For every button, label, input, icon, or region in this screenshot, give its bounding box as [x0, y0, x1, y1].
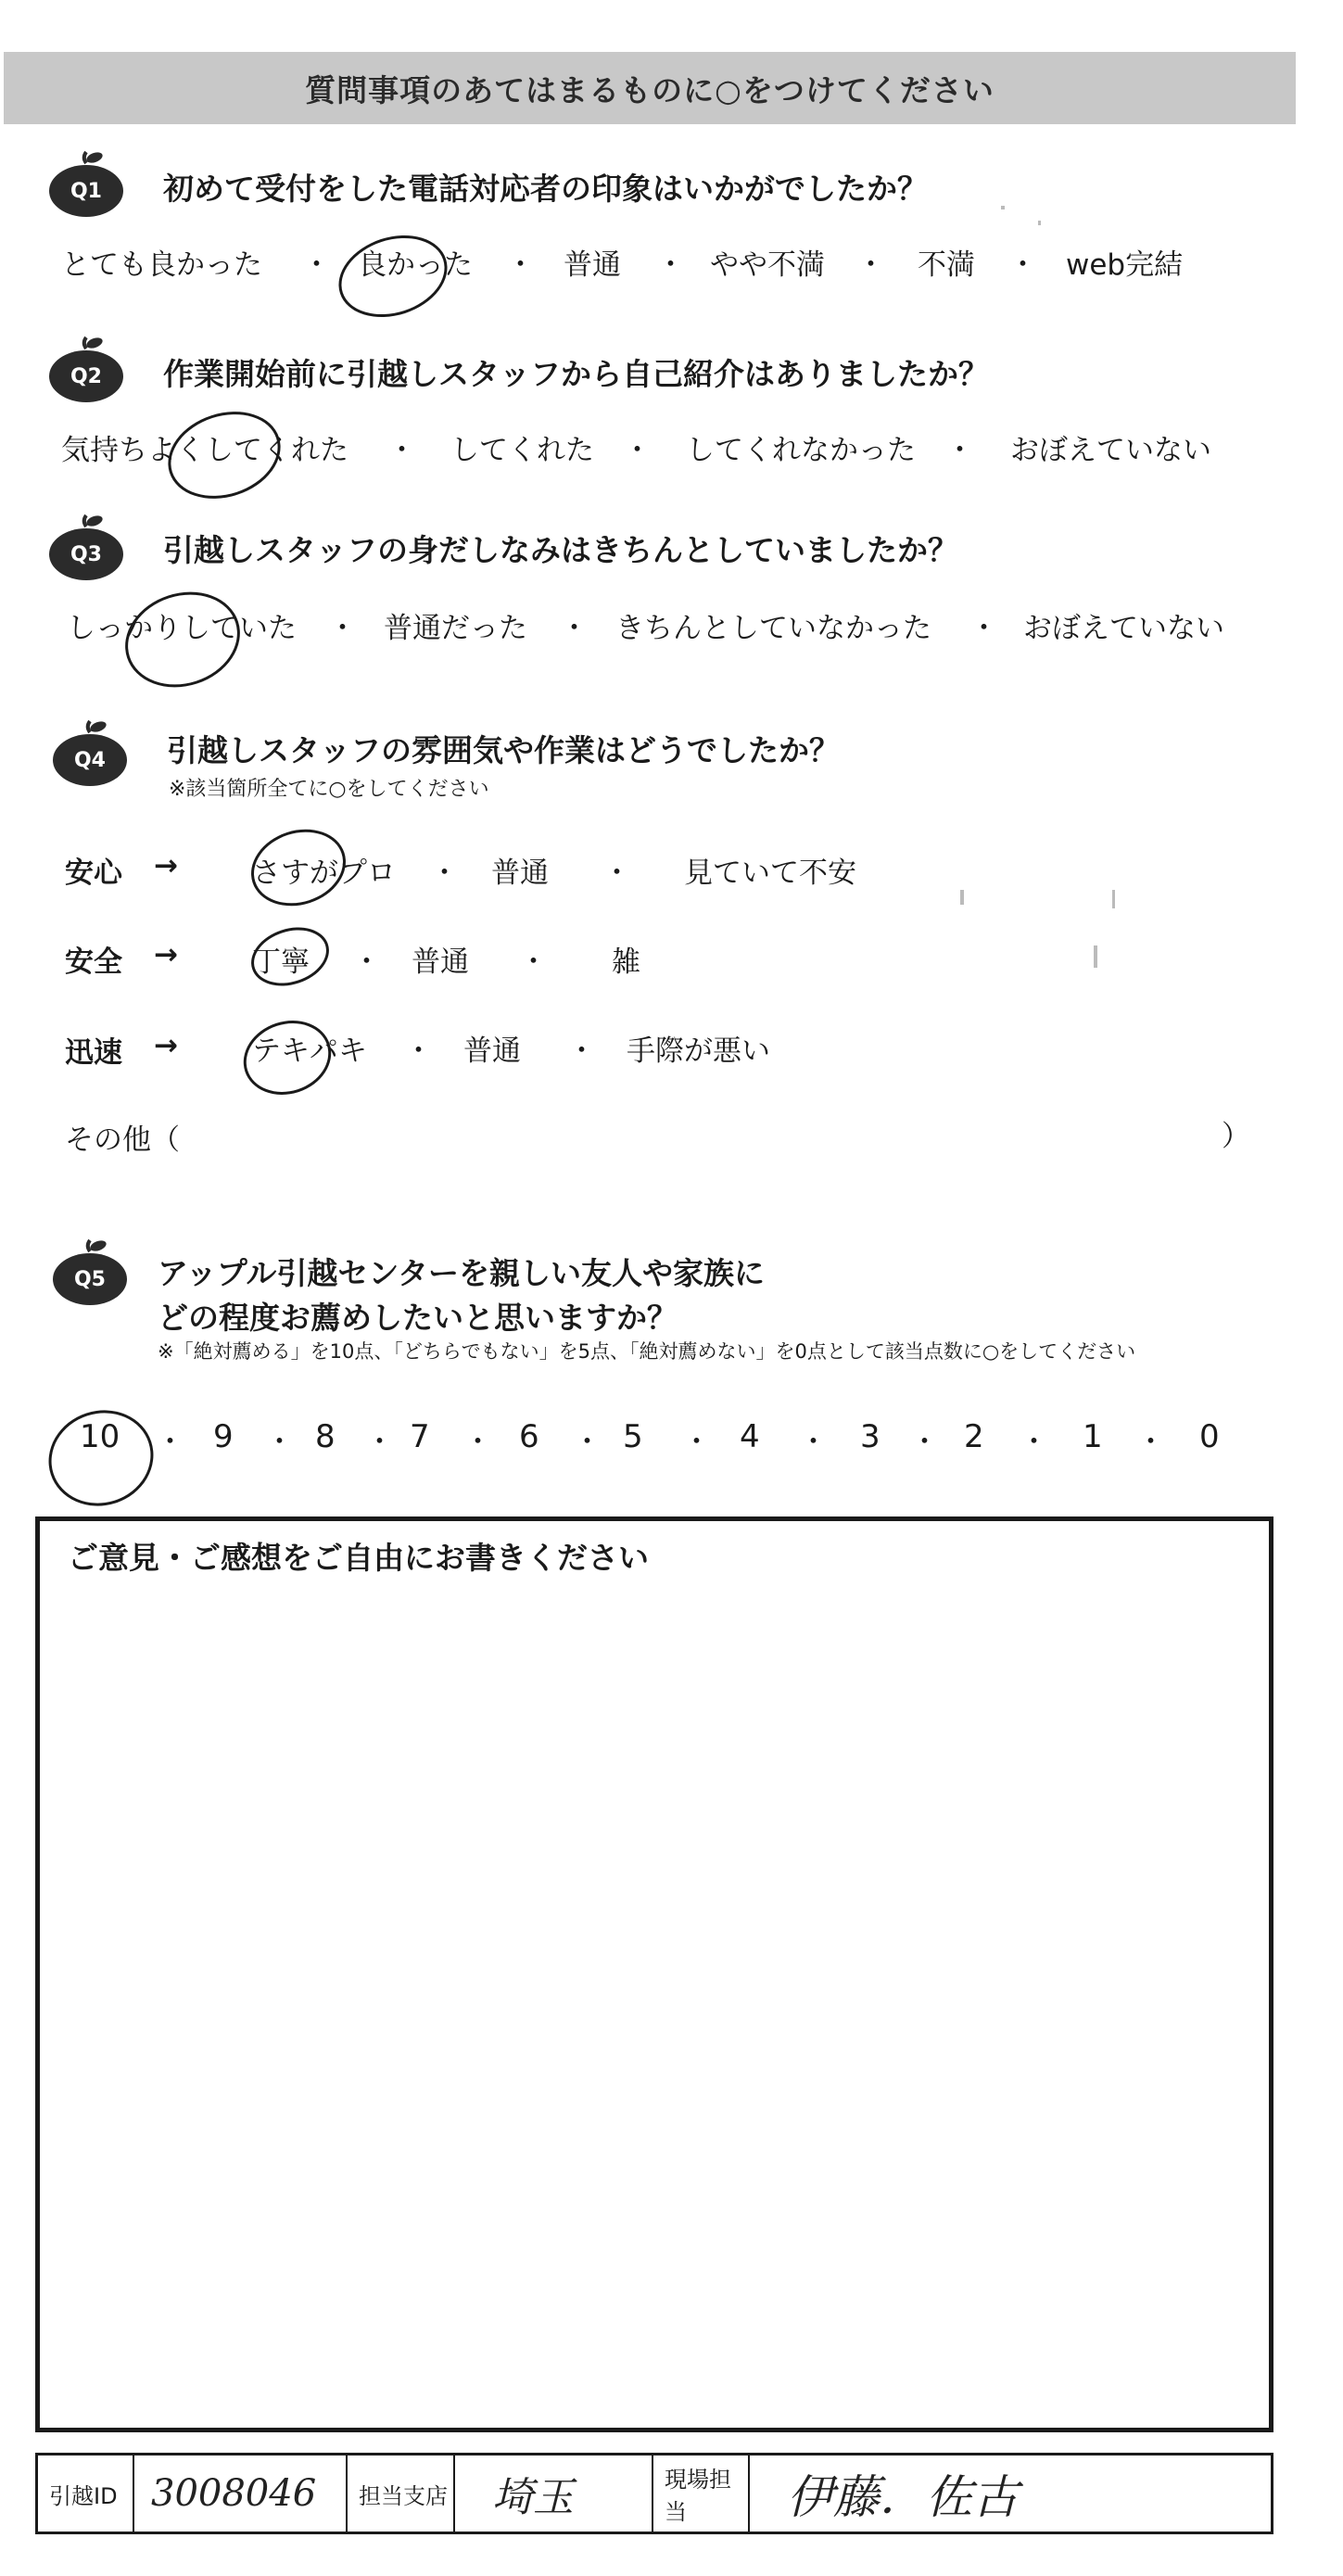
separator-dot: ・	[969, 612, 998, 645]
move-id-value-cell[interactable]	[134, 2455, 348, 2532]
separator-dot: ・	[573, 1426, 602, 1459]
q1-apple-icon	[46, 165, 126, 222]
q4-anzen-option-3[interactable]: 雑	[612, 945, 640, 979]
separator-dot: ・	[682, 1426, 711, 1459]
arrow-icon: →	[154, 1029, 178, 1062]
q5-selection-circle	[36, 1397, 166, 1519]
separator-dot: ・	[430, 857, 459, 890]
staff-value: 伊藤．佐古	[787, 2470, 1019, 2524]
move-id-label-cell	[38, 2455, 134, 2532]
separator-dot: ・	[506, 248, 535, 282]
q2-option-3[interactable]: してくれなかった	[686, 434, 916, 467]
q4-jinsoku-option-2[interactable]: 普通	[463, 1034, 521, 1068]
q3-option-4[interactable]: おぼえていない	[1023, 612, 1224, 645]
q3-option-3[interactable]: きちんとしていなかった	[615, 612, 931, 645]
q2-badge-label: Q2	[70, 365, 102, 388]
arrow-icon: →	[154, 849, 178, 882]
separator-dot: ・	[560, 612, 589, 645]
q1-option-1[interactable]: とても良かった	[61, 248, 262, 282]
staff-label-cell	[653, 2455, 750, 2532]
q1-option-4[interactable]: やや不満	[710, 248, 825, 282]
q4-anshin-option-3[interactable]: 見ていて不安	[684, 857, 856, 890]
q2-apple-icon	[46, 350, 126, 408]
q5-question-line1: アップル引越センターを親しい友人や家族に	[158, 1255, 766, 1291]
score-1[interactable]: 1	[1083, 1418, 1103, 1455]
separator-dot: ・	[602, 857, 631, 890]
score-9[interactable]: 9	[213, 1418, 234, 1455]
separator-dot: ・	[910, 1426, 939, 1459]
q3-option-1[interactable]: しっかりしていた	[67, 612, 297, 645]
q1-badge-label: Q1	[70, 180, 102, 203]
separator-dot: ・	[656, 248, 685, 282]
score-5[interactable]: 5	[623, 1418, 643, 1455]
q2-question: 作業開始前に引越しスタッフから自己紹介はありましたか？	[163, 356, 989, 392]
q2-option-2[interactable]: してくれた	[450, 434, 594, 467]
q4-note: ※該当箇所全てに○をしてください	[169, 778, 489, 801]
q4-anzen-option-1[interactable]: 丁寧	[252, 945, 310, 979]
separator-dot: ・	[352, 945, 381, 979]
separator-dot: ・	[1008, 248, 1037, 282]
q4-anzen-option-2[interactable]: 普通	[412, 945, 469, 979]
separator-dot: ・	[567, 1034, 596, 1068]
separator-dot: ・	[302, 248, 331, 282]
score-4[interactable]: 4	[740, 1418, 760, 1455]
q4-question: 引越しスタッフの雰囲気や作業はどうでしたか？	[167, 732, 840, 768]
q4-other-close: ）	[1222, 1120, 1250, 1153]
q4-anshin-option-1[interactable]: さすがプロ	[252, 857, 396, 890]
q1-option-2[interactable]: 良かった	[358, 248, 473, 282]
separator-dot: ・	[623, 434, 652, 467]
branch-value: 埼玉	[492, 2474, 574, 2521]
q5-note: ※「絶対薦める」を10点、「どちらでもない」を5点、「絶対薦めない」を0点として該当点数に○をしてください	[158, 1340, 1136, 1363]
q4-row-label-anzen: 安全	[65, 945, 122, 979]
score-0[interactable]: 0	[1199, 1418, 1220, 1455]
q4-badge-label: Q4	[73, 749, 106, 772]
separator-dot: ・	[463, 1426, 492, 1459]
scan-speck	[960, 890, 964, 905]
separator-dot: ・	[945, 434, 974, 467]
score-6[interactable]: 6	[519, 1418, 539, 1455]
separator-dot: ・	[265, 1426, 294, 1459]
scan-speck	[1038, 221, 1041, 225]
move-id-value: 3008046	[151, 2472, 317, 2515]
arrow-icon: →	[154, 938, 178, 971]
separator-dot: ・	[328, 612, 357, 645]
separator-dot: ・	[856, 248, 885, 282]
q4-apple-icon	[50, 734, 130, 792]
branch-value-cell[interactable]	[455, 2455, 653, 2532]
q1-option-5[interactable]: 不満	[918, 248, 975, 282]
scan-speck	[1001, 206, 1005, 209]
staff-value-cell[interactable]	[750, 2455, 1271, 2532]
q3-badge-label: Q3	[70, 543, 102, 566]
separator-dot: ・	[365, 1426, 394, 1459]
q5-apple-icon	[50, 1253, 130, 1311]
q3-option-2[interactable]: 普通だった	[384, 612, 527, 645]
separator-dot: ・	[1136, 1426, 1165, 1459]
separator-dot: ・	[799, 1426, 828, 1459]
q4-jinsoku-option-1[interactable]: テキパキ	[252, 1034, 367, 1068]
q1-option-6[interactable]: web完結	[1066, 248, 1184, 282]
q4-other-label: その他（	[65, 1123, 180, 1157]
q2-option-4[interactable]: おぼえていない	[1010, 434, 1211, 467]
instructions-title: 質問事項のあてはまるものに○をつけてください	[305, 71, 995, 108]
q4-row-label-anshin: 安心	[65, 857, 122, 890]
score-2[interactable]: 2	[964, 1418, 984, 1455]
instructions-header	[4, 52, 1296, 124]
footer-table	[35, 2453, 1273, 2534]
separator-dot: ・	[404, 1034, 433, 1068]
comment-box[interactable]	[35, 1516, 1273, 2432]
q4-row-label-jinsoku: 迅速	[65, 1036, 122, 1070]
score-10[interactable]: 10	[80, 1418, 120, 1455]
q2-option-1[interactable]: 気持ちよくしてくれた	[61, 434, 348, 467]
q3-apple-icon	[46, 528, 126, 586]
q3-question: 引越しスタッフの身だしなみはきちんとしていましたか？	[163, 532, 958, 568]
q1-question: 初めて受付をした電話対応者の印象はいかがでしたか？	[163, 171, 928, 207]
q5-badge-label: Q5	[73, 1268, 106, 1291]
q4-jinsoku-option-3[interactable]: 手際が悪い	[627, 1034, 770, 1068]
q5-question-line2: どの程度お薦めしたいと思いますか？	[158, 1300, 678, 1336]
separator-dot: ・	[387, 434, 416, 467]
comment-title: ご意見・ご感想をご自由にお書きください	[68, 1540, 649, 1576]
staff-label: 現場担当	[665, 2467, 731, 2525]
separator-dot: ・	[1020, 1426, 1048, 1459]
score-8[interactable]: 8	[315, 1418, 336, 1455]
move-id-label: 引越ID	[49, 2482, 118, 2509]
branch-label-cell	[348, 2455, 455, 2532]
score-3[interactable]: 3	[860, 1418, 881, 1455]
q1-option-3[interactable]: 普通	[564, 248, 621, 282]
branch-label: 担当支店	[359, 2482, 448, 2509]
score-7[interactable]: 7	[410, 1418, 430, 1455]
scan-speck	[1094, 945, 1097, 968]
separator-dot: ・	[519, 945, 548, 979]
scan-speck	[1112, 890, 1115, 908]
q4-anshin-option-2[interactable]: 普通	[491, 857, 549, 890]
separator-dot: ・	[156, 1426, 184, 1459]
